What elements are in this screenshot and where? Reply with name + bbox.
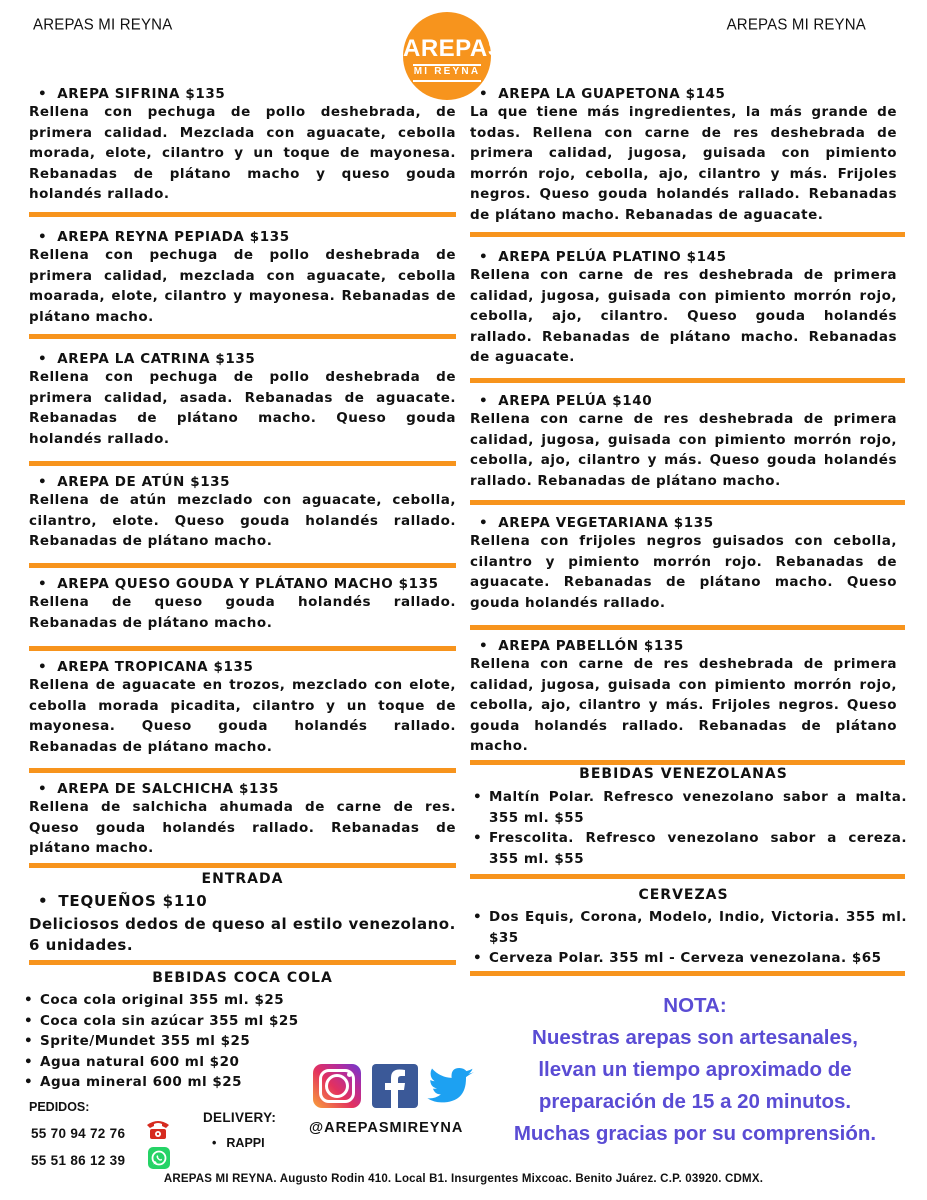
bullet-icon: • [38,229,48,245]
section-divider [470,625,905,630]
header-right-title: AREPAS MI REYNA [726,15,866,34]
menu-item [470,249,897,368]
instagram-icon[interactable] [313,1064,361,1108]
item-description: Rellena con pechuga de pollo deshebrada, de primera calidad. Mezclada con aguacate, cebolla morada, elote, cilantro y un toque de mayonesa. Rebanadas de plátano macho y queso gouda holandés rallado. [29,104,456,203]
facebook-icon[interactable] [372,1064,418,1108]
item-description: Rellena con carne de res deshebrada de primera calidad, jugosa, guisada con pimiento morrón rojo, cebolla, ajo, cilantro y más. Queso gouda holandés rallado. Rebanadas de plátano macho. [470,411,897,489]
entrada-item-description: Deliciosos dedos de queso al estilo venezolano. 6 unidades. [29,915,456,954]
note-block [480,990,910,1150]
item-description: Rellena de aguacate en trozos, mezclado con elote, cebolla morada picadita, cilantro y un toque de mayonesa. Queso gouda holandés rallado. Rebanadas de plátano macho. [29,677,456,755]
section-divider [470,760,905,765]
twitter-icon[interactable] [426,1064,476,1108]
drink-item: • Agua mineral 600 ml $25 [21,1072,351,1093]
section-divider [29,646,456,651]
menu-item [470,515,897,613]
whatsapp-icon [148,1147,170,1169]
menu-item [470,393,897,491]
section-divider [29,960,456,965]
entrada-item-title: • TEQUEÑOS $110 [38,892,208,910]
menu-item [29,351,456,449]
item-title: AREPA LA GUAPETONA $145 [498,86,726,102]
item-title: AREPA LA CATRINA $135 [57,351,256,367]
menu-item [29,576,456,633]
bullet-icon: • [38,86,48,102]
section-divider [29,212,456,217]
item-description: Rellena de salchicha ahumada de carne de res. Queso gouda holandés rallado. Rebanadas de plátano macho. [29,799,456,857]
bullet-icon: • [479,86,489,102]
item-description: Rellena de queso gouda holandés rallado. Rebanadas de plátano macho. [29,594,456,631]
section-divider [29,863,456,868]
section-divider [29,334,456,339]
drink-item: • Agua natural 600 ml $20 [21,1052,351,1073]
item-description: Rellena con carne de res deshebrada de primera calidad, jugosa, guisada con pimiento morrón rojo, cebolla, ajo, cilantro. Queso gouda holandés rallado. Rebanadas de plátano macho. Rebanadas de aguacate. [470,267,897,366]
phone-number[interactable]: 55 70 94 72 76 [31,1126,126,1141]
bullet-icon: • [38,474,48,490]
bullet-icon: • [38,351,48,367]
item-description: La que tiene más ingredientes, la más grande de todas. Rellena con carne de res deshebrada de primera calidad, jugosa, guisada con pimiento morrón rojo, cebolla, ajo, cilantro y más. Frijoles negros. Queso gouda holandés rallado. Rebanadas de plátano macho. Rebanadas de aguacate. [470,104,897,223]
section-divider [470,971,905,976]
item-title: AREPA VEGETARIANA $135 [498,515,714,531]
note-heading: NOTA: [663,994,727,1017]
drink-item: • Cerveza Polar. 355 ml - Cerveza venezolana. $65 [470,948,907,969]
bullet-icon: • [38,892,49,910]
note-line: Muchas gracias por su comprensión. [513,1122,877,1145]
venezolanas-list [470,787,907,869]
item-title: AREPA REYNA PEPIADA $135 [57,229,290,245]
drink-item: • Coca cola sin azúcar 355 ml $25 [21,1011,351,1032]
item-title: AREPA DE SALCHICHA $135 [57,781,279,797]
delivery-rappi: • RAPPI [212,1136,265,1150]
item-title: AREPA QUESO GOUDA Y PLÁTANO MACHO $135 [57,576,439,592]
section-divider [29,461,456,466]
item-title: AREPA TROPICANA $135 [57,659,254,675]
drink-item: • Dos Equis, Corona, Modelo, Indio, Victoria. 355 ml. $35 [470,907,907,948]
section-divider [29,563,456,568]
bullet-icon: • [38,781,48,797]
drink-item: • Coca cola original 355 ml. $25 [21,990,351,1011]
drink-item: • Maltín Polar. Refresco venezolano sabor a malta. 355 ml. $55 [470,787,907,828]
cervezas-list [470,907,907,969]
item-description: Rellena con frijoles negros guisados con cebolla, cilantro y pimiento morrón rojo. Rebanadas de aguacate. Rebanadas de plátano macho. Queso gouda holandés rallado. [470,533,897,611]
entrada-heading: ENTRADA [201,871,284,887]
item-description: Rellena con pechuga de pollo deshebrada de primera calidad, asada. Rebanadas de aguacate. Rebanadas de plátano macho. Queso gouda holandés rallado. [29,369,456,447]
bullet-icon: • [479,515,489,531]
item-description: Rellena con carne de res deshebrada de primera calidad, jugosa, guisada con pimiento morrón rojo, cebolla, ajo, cilantro y más. Frijoles negros. Queso gouda holandés rallado. Rebanadas de plátano macho. [470,656,897,755]
cervezas-heading: CERVEZAS [638,887,729,903]
menu-item [29,474,456,552]
header-left-title: AREPAS MI REYNA [33,15,173,34]
section-divider [470,378,905,383]
logo-divider-bottom [413,80,481,82]
footer-address: AREPAS MI REYNA. Augusto Rodin 410. Local B1. Insurgentes Mixcoac. Benito Juárez. C.P. 03920. CDMX. [163,1173,764,1185]
coca-cola-heading: BEBIDAS COCA COLA [152,970,333,986]
social-handle[interactable]: @AREPASMIREYNA [309,1120,464,1136]
section-divider [29,768,456,773]
bullet-icon: • [479,393,489,409]
bullet-icon: • [479,249,489,265]
bullet-icon: • [38,659,48,675]
bullet-icon: • [479,638,489,654]
item-title: AREPA SIFRINA $135 [57,86,226,102]
note-line: llevan un tiempo aproximado de [538,1058,852,1081]
note-line: preparación de 15 a 20 minutos. [538,1090,852,1113]
item-description: Rellena con pechuga de pollo deshebrada de primera calidad, mezclada con aguacate, cebolla moarada, elote, cilantro y mayonesa. Rebanadas de plátano macho. [29,247,456,325]
item-title: AREPA PABELLÓN $135 [498,638,684,654]
item-title: AREPA PELÚA PLATINO $145 [498,249,727,265]
item-title: AREPA PELÚA $140 [498,393,653,409]
telephone-icon [145,1118,171,1140]
menu-item [29,86,456,205]
drink-item: • Frescolita. Refresco venezolano sabor a cereza. 355 ml. $55 [470,828,907,869]
drink-item: • Sprite/Mundet 355 ml $25 [21,1031,351,1052]
bullet-icon: • [38,576,48,592]
section-divider [470,232,905,237]
logo-text-bottom: MI REYNA [413,66,481,77]
menu-item [470,638,897,757]
section-divider [470,500,905,505]
item-description: Rellena de atún mezclado con aguacate, cebolla, cilantro, elote. Queso gouda holandés rallado. Rebanadas de plátano macho. [29,492,456,550]
venezolanas-heading: BEBIDAS VENEZOLANAS [579,766,788,782]
menu-item [29,229,456,327]
delivery-label: DELIVERY: [203,1110,277,1125]
menu-item [29,781,456,859]
pedidos-label: PEDIDOS: [29,1100,90,1114]
menu-item [29,659,456,757]
note-line: Nuestras arepas son artesanales, [532,1026,858,1049]
coca-cola-list [21,990,351,1093]
item-title: AREPA DE ATÚN $135 [57,474,231,490]
section-divider [470,874,905,879]
menu-item [470,86,897,226]
whatsapp-number[interactable]: 55 51 86 12 39 [31,1153,126,1168]
logo-text-top: AREPAS [403,35,505,62]
